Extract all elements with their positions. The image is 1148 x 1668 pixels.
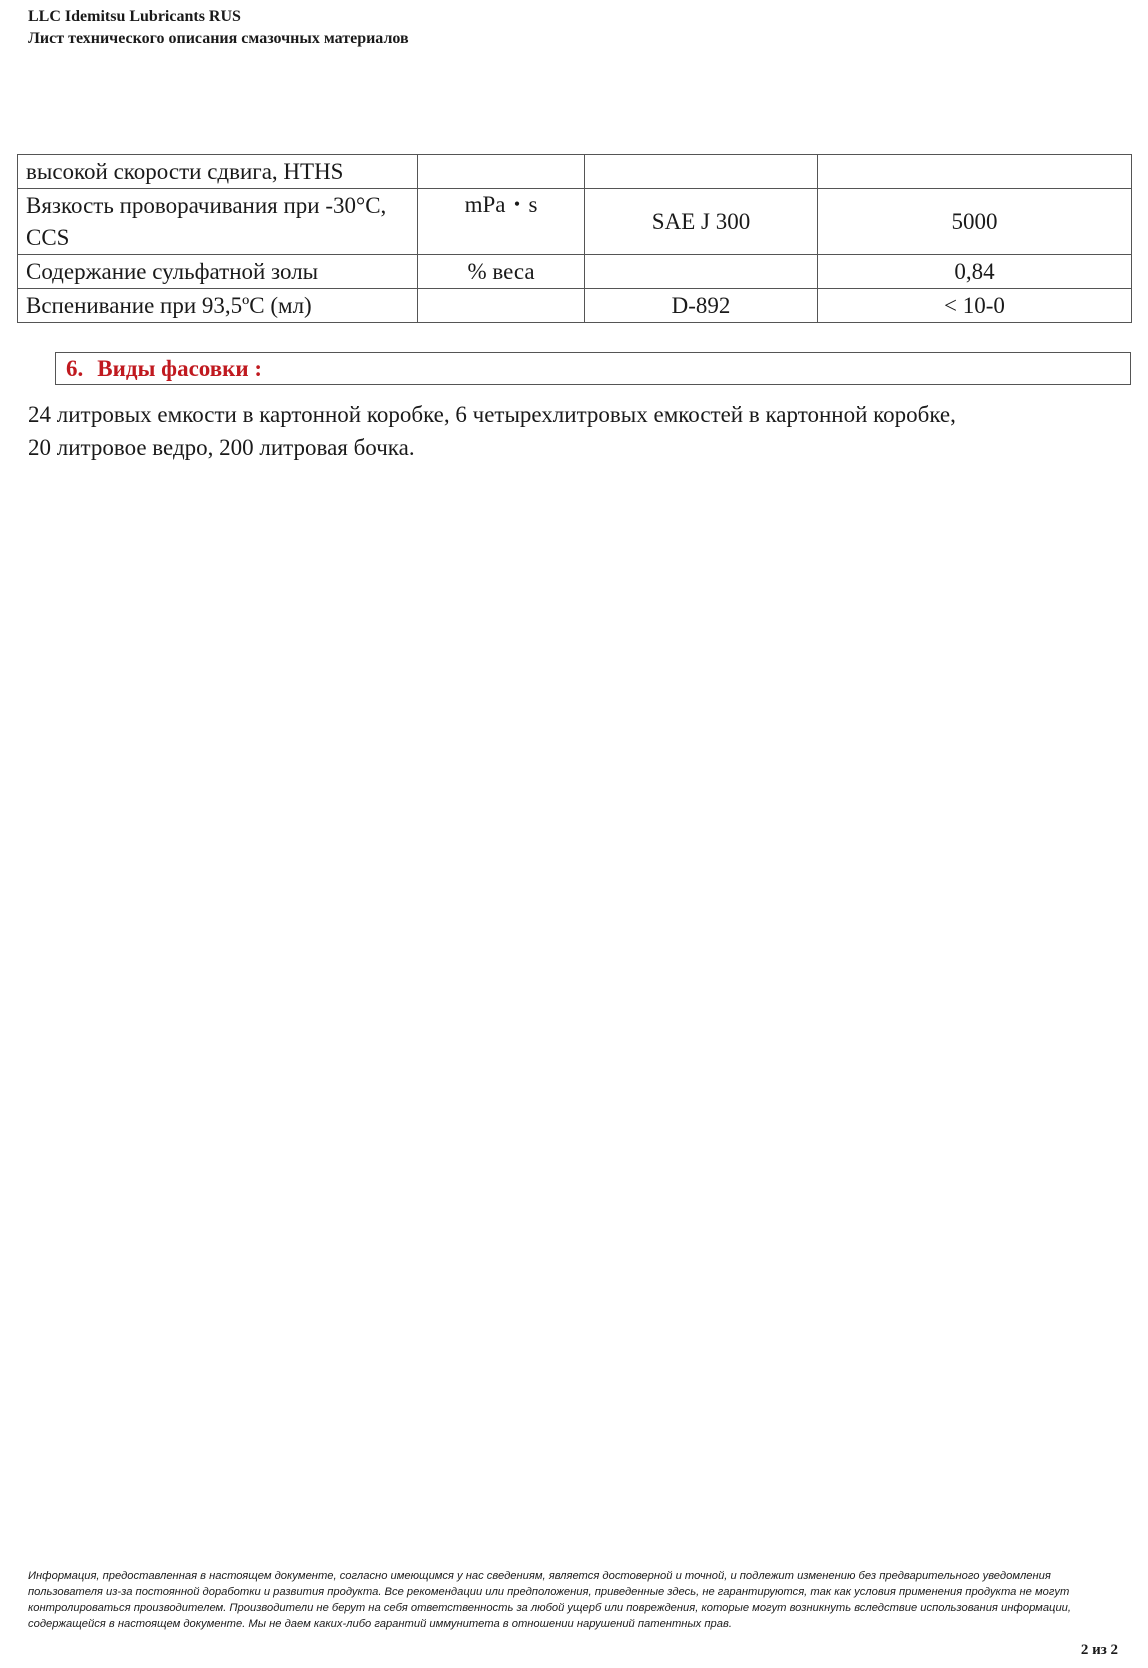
page-number: 2 из 2 bbox=[1080, 1642, 1118, 1658]
row-name: высокой скорости сдвига, HTHS bbox=[18, 155, 418, 189]
row-unit bbox=[418, 155, 585, 189]
table-row bbox=[18, 289, 1132, 323]
row-method bbox=[585, 255, 818, 289]
row-name: Вспенивание при 93,5ºС (мл) bbox=[18, 289, 418, 323]
row-value: 0,84 bbox=[818, 255, 1132, 289]
row-value: < 10-0 bbox=[818, 289, 1132, 323]
row-unit: % веса bbox=[418, 255, 585, 289]
row-value bbox=[818, 155, 1132, 189]
row-value: 5000 bbox=[818, 189, 1132, 255]
company-name: LLC Idemitsu Lubricants RUS bbox=[28, 8, 241, 25]
packaging-line: 20 литровое ведро, 200 литровая бочка. bbox=[28, 435, 415, 460]
document-subtitle: Лист технического описания смазочных материалов bbox=[28, 30, 409, 47]
packaging-text bbox=[28, 398, 1128, 464]
section-6-heading bbox=[55, 352, 1131, 385]
spec-table bbox=[17, 154, 1132, 323]
row-unit bbox=[418, 289, 585, 323]
row-method: SAE J 300 bbox=[585, 189, 818, 255]
disclaimer: Информация, предоставленная в настоящем документе, согласно имеющимся у нас сведениям, является достоверной и точной, и подлежит изменению без предварительного уведомления пользователя из-за постоянной доработки и развития продукта. Все рекомендации или предположения, приведенные здесь, не гарантируются, так как условия применения продукта не могут контролироваться производителем. Производители не берут на себя ответственность за любой ущерб или повреждения, которые могут возникнуть вследствие использования информации, содержащейся в настоящем документе. Мы не даем каких-либо гарантий иммунитета в отношении нарушений патентных прав. bbox=[28, 1570, 1072, 1630]
table-row bbox=[18, 189, 1132, 255]
row-method bbox=[585, 155, 818, 189]
document-header bbox=[28, 6, 409, 50]
section-title: Виды фасовки : bbox=[97, 356, 263, 381]
table-row bbox=[18, 255, 1132, 289]
row-name: Вязкость проворачивания при -30°C, CCS bbox=[18, 189, 418, 255]
table-row bbox=[18, 155, 1132, 189]
packaging-line: 24 литровых емкости в картонной коробке, 6 четырехлитровых емкостей в картонной коробке, bbox=[28, 402, 956, 427]
row-method: D-892 bbox=[585, 289, 818, 323]
section-number: 6. bbox=[66, 356, 84, 381]
row-name: Содержание сульфатной золы bbox=[18, 255, 418, 289]
row-unit: mPa・s bbox=[418, 189, 585, 255]
